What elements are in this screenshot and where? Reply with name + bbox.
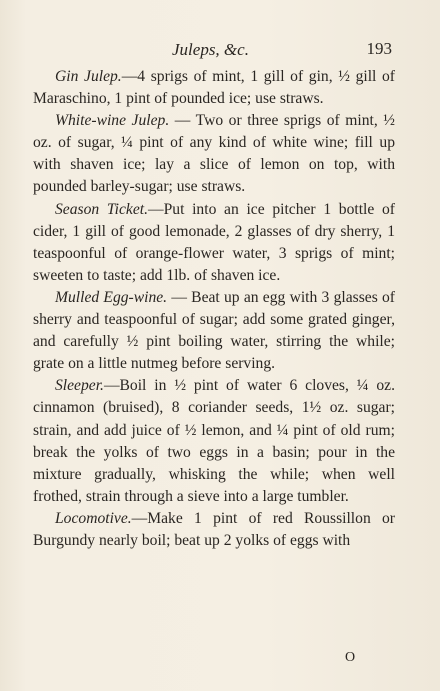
- recipe-gin-julep: [33, 66, 395, 110]
- recipe-white-wine-julep: [33, 110, 395, 198]
- recipe-name: White-wine Julep.: [55, 112, 170, 130]
- page-header: [0, 38, 440, 60]
- signature-mark: O: [345, 650, 356, 665]
- recipe-name: Locomotive.: [55, 509, 132, 527]
- recipe-body: — Beat up an egg with 3 glasses of sherry and teaspoonful of sugar; add some grated ginger, and carefully ½ pint boiling water, stirring the while; grate on a little nutmeg before serving.: [33, 288, 395, 373]
- recipe-name: Season Ticket.: [55, 200, 149, 218]
- recipe-body: —Put into an ice pitcher 1 bottle of cider, 1 gill of good lemonade, 2 glasses of dry sherry, 1 teaspoonful of orange-flower water, 3 sprigs of mint; sweeten to taste; add 1lb. of shaven ice.: [33, 200, 395, 284]
- recipe-body: —Make 1 pint of red Roussillon or Burgundy nearly boil; beat up 2 yolks of eggs with: [33, 509, 395, 549]
- recipe-name: Mulled Egg-wine.: [55, 288, 168, 306]
- recipe-body: — Two or three sprigs of mint, ½ oz. of sugar, ¼ pint of any kind of white wine; fill up with shaven ice; lay a slice of lemon on top, with pounded barley-sugar; use straws.: [33, 112, 395, 196]
- recipe-mulled-egg-wine: [33, 287, 395, 375]
- recipe-name: Gin Julep.: [55, 68, 122, 85]
- recipe-body: —4 sprigs of mint, 1 gill of gin, ½ gill of Maraschino, 1 pint of pounded ice; use straws.: [33, 68, 395, 108]
- recipe-season-ticket: [33, 199, 395, 287]
- page-number: 193: [366, 39, 392, 58]
- recipe-name: Sleeper.: [55, 377, 104, 395]
- recipe-sleeper: [33, 375, 395, 508]
- recipe-body: —Boil in ½ pint of water 6 cloves, ¼ oz. cinnamon (bruised), 8 coriander seeds, 1½ oz. sugar; strain, and add juice of ½ lemon, and ¼ pint of old rum; break the yolks of two eggs in a basin; pour in the mixture gradually, whisking the while; when well frothed, strain through a sieve into a large tumbler.: [33, 377, 395, 505]
- running-title: Juleps, &c.: [172, 40, 249, 59]
- recipe-text: [33, 66, 395, 552]
- recipe-locomotive: [33, 508, 395, 552]
